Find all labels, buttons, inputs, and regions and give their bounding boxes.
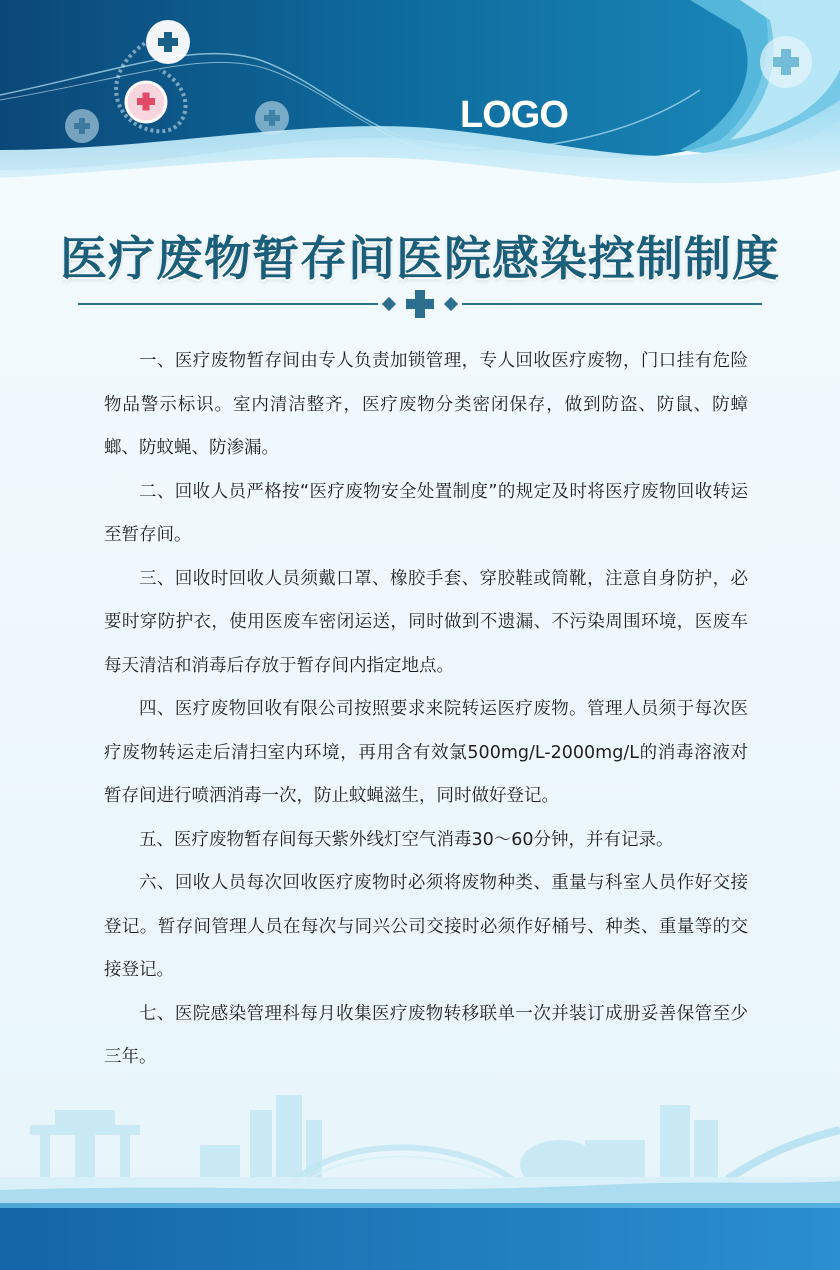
header-banner (0, 0, 840, 240)
article-7: 七、医院感染管理科每月收集医疗废物转移联单一次并装订成册妥善保管至少三年。 (104, 1003, 748, 1067)
article-6: 六、回收人员每次回收医疗废物时必须将废物种类、重量与科室人员作好交接登记。暂存间管理人员在每次与同兴公司交接时必须作好桶号、种类、重量等的交接登记。 (104, 873, 748, 980)
medical-cross-icon (146, 20, 190, 64)
medical-cross-icon (760, 36, 812, 88)
article-5: 五、医疗废物暂存间每天紫外线灯空气消毒30～60分钟，并有记录。 (139, 829, 674, 850)
regulation-body (104, 340, 748, 1080)
medical-cross-icon (406, 290, 434, 318)
footer-cityscape (0, 1085, 840, 1270)
title-divider (78, 288, 762, 328)
logo: LOGO (460, 94, 568, 136)
medical-cross-icon (65, 109, 99, 143)
article-3: 三、回收时回收人员须戴口罩、橡胶手套、穿胶鞋或筒靴，注意自身防护，必要时穿防护衣，使用医废车密闭运送，同时做到不遗漏、不污染周围环境，医废车每天清洁和消毒后存放于暂存间内指定地点。 (104, 568, 748, 676)
medical-cross-icon (126, 82, 166, 122)
medical-cross-icon (255, 101, 289, 135)
article-4: 四、医疗废物回收有限公司按照要求来院转运医疗废物。管理人员须于每次医疗废物转运走后清扫室内环境，再用含有效氯500mg/L-2000mg/L的消毒溶液对暂存间进行喷洒消毒一次，防止蚊蝇滋生，同时做好登记。 (104, 699, 748, 806)
page-title: 医疗废物暂存间医院感染控制制度 (60, 232, 780, 287)
article-2: 二、回收人员严格按“医疗废物安全处置制度”的规定及时将医疗废物回收转运至暂存间。 (104, 481, 748, 545)
article-1: 一、医疗废物暂存间由专人负责加锁管理，专人回收医疗废物，门口挂有危险物品警示标识。室内清洁整齐，医疗废物分类密闭保存，做到防盗、防鼠、防蟑螂、防蚊蝇、防渗漏。 (104, 351, 748, 458)
